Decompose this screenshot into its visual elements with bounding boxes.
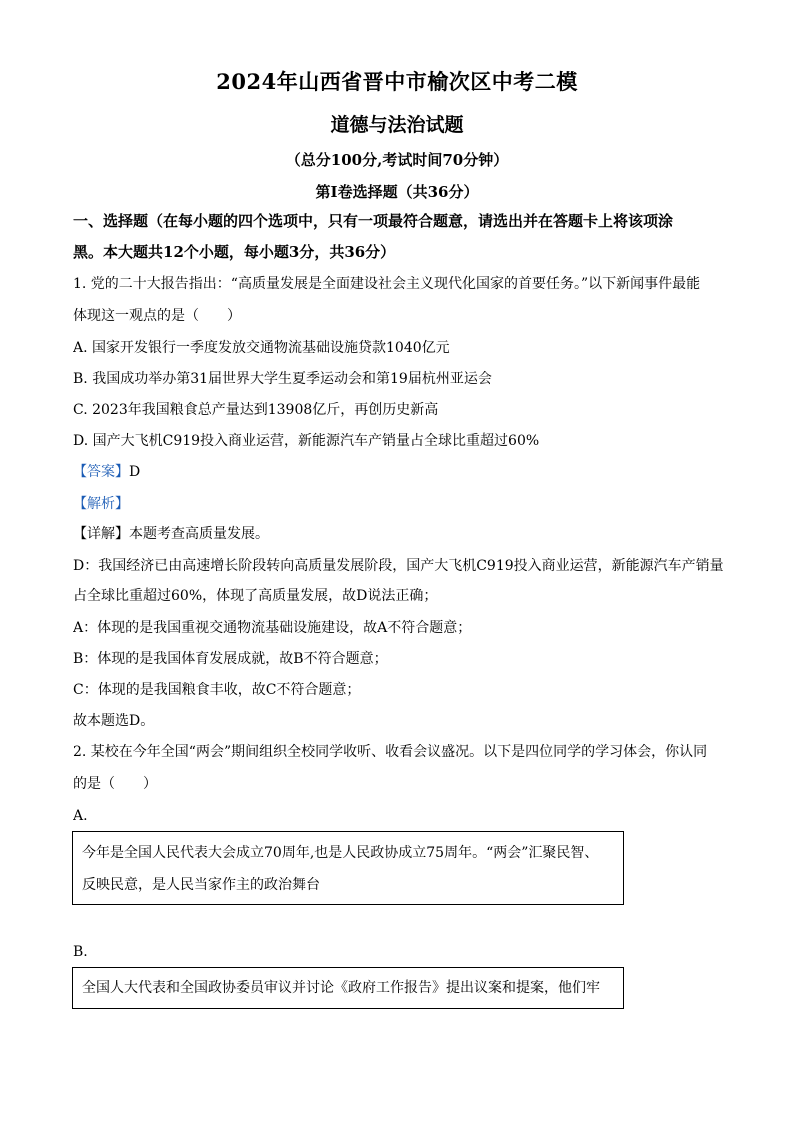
q1-option-c: C. 2023年我国粮食总产量达到13908亿斤，再创历史新高 <box>73 402 439 418</box>
analysis-tag: 【解析】 <box>73 496 129 512</box>
q1-explain-line: D：我国经济已由高速增长阶段转向高质量发展阶段，国产大飞机C919投入商业运营，新能源汽车产销量 <box>73 558 724 574</box>
q1-explain-line: B：体现的是我国体育发展成就，故B不符合题意； <box>73 651 388 667</box>
answer-value: D <box>129 464 141 480</box>
part-title: 第Ⅰ卷选择题（共36分） <box>315 183 479 201</box>
q1-explain-line: C：体现的是我国粮食丰收，故C不符合题意； <box>73 682 361 698</box>
q2-stem-line1: 2. 某校在今年全国“两会”期间组织全校同学收听、收看会议盛况。以下是四位同学的学习体会，你认同 <box>73 744 708 760</box>
q1-explain-line: A：体现的是我国重视交通物流基础设施建设，故A不符合题意； <box>73 620 472 636</box>
exam-title: 2024年山西省晋中市榆次区中考二模 <box>216 69 578 94</box>
q1-explain-line: 故本题选D。 <box>73 713 155 729</box>
q1-explain-line: 占全球比重超过60%，体现了高质量发展，故D说法正确； <box>73 588 438 604</box>
q1-stem-line2: 体现这一观点的是（ ） <box>73 308 241 324</box>
answer-tag: 【答案】 <box>73 464 129 480</box>
q1-stem-line1: 1. 党的二十大报告指出：“高质量发展是全面建设社会主义现代化国家的首要任务。”以下新闻事件最能 <box>73 276 701 292</box>
q2-option-b-line1: 全国人大代表和全国政协委员审议并讨论《政府工作报告》提出议案和提案，他们牢 <box>82 980 600 996</box>
q2-option-a-box <box>72 831 624 905</box>
q1-option-a: A. 国家开发银行一季度发放交通物流基础设施贷款1040亿元 <box>73 340 450 356</box>
q2-option-b-label: B. <box>73 944 88 960</box>
q1-answer <box>73 462 733 482</box>
q2-option-b-box <box>72 967 624 1009</box>
q2-option-a-label: A. <box>73 808 88 824</box>
q2-option-a-line2: 反映民意，是人民当家作主的政治舞台 <box>82 877 320 893</box>
subject-title: 道德与法治试题 <box>330 114 464 136</box>
exam-info: （总分100分,考试时间70分钟） <box>285 151 509 169</box>
q1-detail: 【详解】本题考查高质量发展。 <box>73 526 269 542</box>
q2-stem-line2: 的是（ ） <box>73 776 157 792</box>
q1-analysis <box>73 494 733 514</box>
q1-option-d: D. 国产大飞机C919投入商业运营，新能源汽车产销量占全球比重超过60% <box>73 433 540 449</box>
q2-option-a-line1: 今年是全国人民代表大会成立70周年,也是人民政协成立75周年。“两会”汇聚民智、 <box>82 845 599 861</box>
section-instruction-line2: 黑。本大题共12个小题，每小题3分，共36分） <box>73 243 396 261</box>
section-instruction-line1: 一、选择题（在每小题的四个选项中，只有一项最符合题意，请选出并在答题卡上将该项涂 <box>73 212 674 230</box>
q1-option-b: B. 我国成功举办第31届世界大学生夏季运动会和第19届杭州亚运会 <box>73 371 492 387</box>
